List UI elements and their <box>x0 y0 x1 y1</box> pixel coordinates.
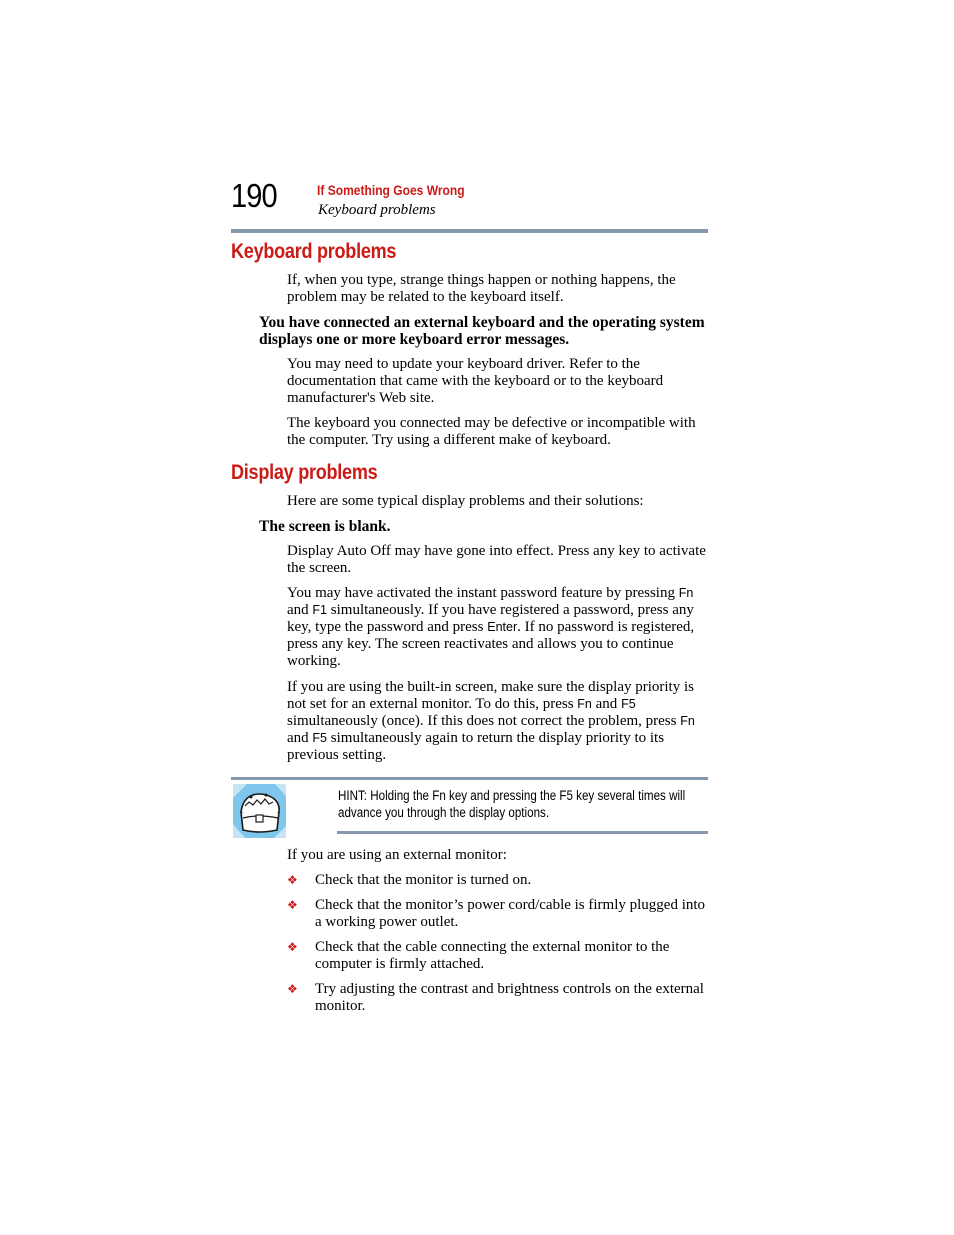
external-monitor-intro: If you are using an external monitor: <box>287 847 507 863</box>
key-fn: Fn <box>577 697 592 711</box>
keyboard-paragraph-1: You may need to update your keyboard driver. Refer to the documentation that came with the keyboard or to the keyboard manufacturer's Web site. <box>287 356 664 406</box>
key-f5: F5 <box>312 731 328 745</box>
bullet-icon: ❖ <box>287 940 298 954</box>
keyboard-paragraph-2: The keyboard you connected may be defective or incompatible with the computer. Try using a different make of keyboard. <box>287 415 696 448</box>
hint-top-rule <box>231 777 708 780</box>
section-heading-keyboard: Keyboard problems <box>231 240 397 263</box>
chapter-title: If Something Goes Wrong <box>317 182 465 198</box>
key-enter: Enter <box>487 620 518 634</box>
keyboard-intro: If, when you type, strange things happen or nothing happens, the problem may be related to the keyboard itself. <box>287 272 676 305</box>
display-paragraph-1: Display Auto Off may have gone into effect. Press any key to activate the screen. <box>287 543 706 576</box>
key-f5: F5 <box>559 788 573 803</box>
key-fn: Fn <box>432 788 446 803</box>
key-f5: F5 <box>621 697 636 711</box>
hint-bottom-rule <box>337 831 708 834</box>
keyboard-problem-heading: You have connected an external keyboard and the operating system displays one or more keyboard error messages. <box>259 314 705 348</box>
display-paragraph-3: If you are using the built-in screen, make sure the display priority is not set for an external monitor. To do this, press Fn and F5 simultaneously (once). If this does not correct the problem, press Fn and F5 simultaneously again to return the display priority to its previous setting. <box>287 679 695 763</box>
list-item: Check that the cable connecting the external monitor to the computer is firmly attached. <box>315 939 670 972</box>
key-f1: F1 <box>312 603 328 617</box>
treasure-chest-icon <box>233 784 286 838</box>
list-item: Check that the monitor is turned on. <box>315 872 532 888</box>
list-item: Check that the monitor’s power cord/cable is firmly plugged into a working power outlet. <box>315 897 706 930</box>
bullet-icon: ❖ <box>287 898 298 912</box>
key-fn: Fn <box>680 714 695 728</box>
running-head: Keyboard problems <box>318 202 436 218</box>
bullet-icon: ❖ <box>287 873 298 887</box>
display-paragraph-2: You may have activated the instant password feature by pressing Fn and F1 simultaneously. If you have registered a password, press any key, type the password and press Enter. If no password is registered, press any key. The screen reactivates and allows you to continue working. <box>287 585 695 669</box>
list-item: Try adjusting the contrast and brightness controls on the external monitor. <box>315 981 704 1014</box>
key-fn: Fn <box>678 586 694 600</box>
section-heading-display: Display problems <box>231 461 378 484</box>
header-rule <box>231 229 708 233</box>
display-intro: Here are some typical display problems and their solutions: <box>287 493 644 509</box>
bullet-icon: ❖ <box>287 982 298 996</box>
page-number: 190 <box>231 177 277 214</box>
display-problem-heading: The screen is blank. <box>259 518 391 535</box>
hint-text: HINT: Holding the Fn key and pressing the F5 key several times will advance you through the display options. <box>338 788 686 820</box>
